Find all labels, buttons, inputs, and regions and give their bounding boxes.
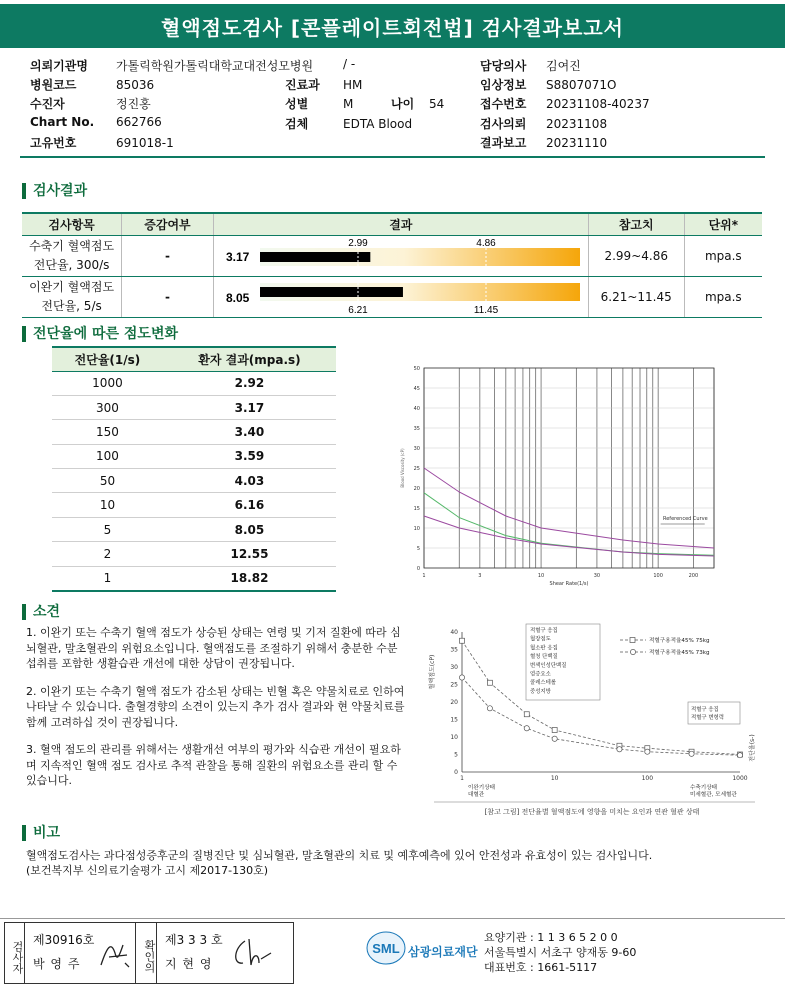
data-point xyxy=(460,638,465,643)
org-info xyxy=(484,930,636,975)
y-tick-label: 20 xyxy=(450,699,458,706)
low-label: 6.21 xyxy=(348,304,368,316)
series-line xyxy=(462,641,740,755)
confirm-label: 확인의 xyxy=(135,923,157,983)
flag: - xyxy=(122,276,214,317)
factor-label: 혈청 단백질 xyxy=(530,654,558,661)
right-axis-label: 전단율(s-) xyxy=(749,734,756,762)
data-point xyxy=(459,675,464,680)
org-code: 요양기관 : 1 1 3 6 5 2 0 0 xyxy=(484,931,618,944)
label: 병원코드 xyxy=(30,78,77,92)
value: 20231108 xyxy=(546,117,608,131)
label: 검체 xyxy=(285,117,309,131)
svg-text:SML: SML xyxy=(372,941,400,956)
label: 의뢰기관명 xyxy=(30,59,88,73)
x-tick-label: 1000 xyxy=(732,775,748,782)
value: 85036 xyxy=(116,78,155,92)
col-header: 전단율(1/s) xyxy=(52,347,163,371)
col-header: 증감여부 xyxy=(122,213,214,235)
table-row xyxy=(22,235,762,276)
unit: mpa.s xyxy=(684,276,762,317)
x-tick-label: 100 xyxy=(641,775,654,782)
result-value: 3.17 xyxy=(225,249,250,264)
y-tick-label: 0 xyxy=(416,566,420,572)
factor-label: 혈소판 응집 xyxy=(530,645,558,652)
x-tick-label: 200 xyxy=(688,573,699,579)
value: M xyxy=(343,97,354,111)
value-bar xyxy=(260,287,403,297)
value: 691018-1 xyxy=(116,136,174,150)
viscosity: 18.82 xyxy=(163,566,336,590)
label: 나이 xyxy=(391,97,415,111)
table-row xyxy=(52,469,336,493)
legend-marker xyxy=(630,638,635,643)
y-tick-label: 50 xyxy=(413,366,420,372)
value: 20231110 xyxy=(546,136,608,150)
confirm-signature xyxy=(229,935,273,971)
tester-no: 제30916호 xyxy=(33,933,95,947)
col-header: 검사항목 xyxy=(22,213,122,235)
label: 성별 xyxy=(285,97,309,111)
data-point xyxy=(737,753,742,758)
shear-table xyxy=(52,346,336,592)
ward-value: / - xyxy=(343,57,356,71)
viscosity: 3.40 xyxy=(163,420,336,444)
label: 수진자 xyxy=(30,97,65,111)
label: 담당의사 xyxy=(480,59,527,73)
comment-1: 1. 이완기 또는 수축기 혈액 점도가 상승된 상태는 연령 및 기저 질환에 따라 심뇌혈관, 말초혈관의 위험요소입니다. 혈액점도를 조절하기 위해서 충분한 수분 섭취를 포함한 생활습관 개선에 대한 상담이 권장됩니다. xyxy=(26,626,401,670)
x-axis-label: Shear Rate(1/s) xyxy=(549,581,589,587)
viscosity: 12.55 xyxy=(163,542,336,566)
col-header: 참고치 xyxy=(588,213,684,235)
series-line xyxy=(424,516,714,556)
y-tick-label: 0 xyxy=(454,769,458,776)
table-row xyxy=(52,395,336,419)
y-tick-label: 40 xyxy=(450,629,458,636)
factor-label: 적혈구 변형력 xyxy=(691,715,724,721)
ref-range: 2.99~4.86 xyxy=(588,235,684,276)
org-name: 삼광의료재단 xyxy=(408,945,478,959)
result-bar-0 xyxy=(214,236,588,276)
confirm-name: 지 현 영 xyxy=(165,957,213,971)
y-tick-label: 30 xyxy=(413,446,420,452)
data-point xyxy=(524,712,529,717)
value: S8807071O xyxy=(546,78,617,92)
table-row xyxy=(52,493,336,517)
data-point xyxy=(487,680,492,685)
viscosity: 8.05 xyxy=(163,517,336,541)
data-point xyxy=(552,736,557,741)
high-label: 11.45 xyxy=(473,304,498,316)
viscosity: 3.59 xyxy=(163,444,336,468)
data-point xyxy=(617,747,622,752)
x-tick-label: 100 xyxy=(653,573,663,579)
value: 김여진 xyxy=(546,59,581,73)
table-row xyxy=(52,566,336,590)
viscosity: 3.17 xyxy=(163,395,336,419)
legend-marker xyxy=(630,649,635,654)
y-tick-label: 5 xyxy=(416,546,420,552)
y-tick-label: 5 xyxy=(454,751,458,759)
flag: - xyxy=(122,235,214,276)
table-row xyxy=(22,276,762,317)
label: 결과보고 xyxy=(480,136,527,150)
annotation: Referenced Curve xyxy=(662,516,708,522)
value: 가톨릭학원가톨릭대학교대전성모병원 xyxy=(116,59,314,73)
data-point xyxy=(524,726,529,731)
divider xyxy=(20,156,765,158)
result-cell xyxy=(213,276,588,317)
y-tick-label: 20 xyxy=(413,486,420,492)
result-cell xyxy=(213,235,588,276)
value: EDTA Blood xyxy=(343,117,413,131)
viscosity: 4.03 xyxy=(163,469,336,493)
item-name: 수축기 혈액점도 전단율, 300/s xyxy=(22,235,122,276)
x-tick-label: 3 xyxy=(478,573,482,579)
org-phone: 대표번호 : 1661-5117 xyxy=(484,961,598,974)
y-axis-label: Blood Viscosity (cP) xyxy=(400,448,405,488)
tester-label: 검사자 xyxy=(5,923,25,983)
unit: mpa.s xyxy=(684,235,762,276)
ref-range: 6.21~11.45 xyxy=(588,276,684,317)
value: 정진홍 xyxy=(116,97,151,111)
data-point xyxy=(487,706,492,711)
factor-label: 염증요소 xyxy=(530,671,551,678)
data-point xyxy=(689,751,694,756)
table-row xyxy=(52,420,336,444)
value: HM xyxy=(343,78,363,92)
factor-label: 혈장점도 xyxy=(530,636,551,643)
results-table xyxy=(22,212,762,318)
legend-label: 적혈구용적율45% 73kg xyxy=(649,650,710,656)
remarks-text-2: (보건복지부 신의료기술평가 고시 제2017-130호) xyxy=(26,864,269,877)
x-side-label: 이완기상태 xyxy=(468,785,496,791)
value-bar xyxy=(260,252,370,262)
signature-box xyxy=(4,922,294,984)
col-header: 단위* xyxy=(684,213,762,235)
item-name: 이완기 혈액점도 전단율, 5/s xyxy=(22,276,122,317)
shear-section-title: 전단율에 따른 점도변화 xyxy=(22,326,178,342)
label: Chart No. xyxy=(30,115,95,129)
rate: 10 xyxy=(52,493,163,517)
x-side-label: 미세혈관, 모세혈관 xyxy=(690,792,737,798)
viscosity-chart xyxy=(396,362,722,587)
chart-caption: [참고 그림] 전단율별 혈액점도에 영향을 미치는 요인과 연관 혈관 상태 xyxy=(484,808,700,816)
rate: 1 xyxy=(52,566,163,590)
rate: 1000 xyxy=(52,371,163,395)
comments-section-title: 소견 xyxy=(22,604,60,620)
col-header: 환자 결과(mpa.s) xyxy=(163,347,336,371)
table-row xyxy=(52,371,336,395)
viscosity: 6.16 xyxy=(163,493,336,517)
confirm-no: 제3 3 3 호 xyxy=(165,933,223,947)
value: 20231108-40237 xyxy=(546,97,650,111)
x-tick-label: 10 xyxy=(537,573,545,579)
comment-3: 3. 혈액 점도의 관리를 위해서는 생활개선 여부의 평가와 식습관 개선이 필요하며 지속적인 혈액 점도 검사로 추적 관찰을 통해 질환의 위험요소를 관리 할 수 있습니다. xyxy=(26,743,401,787)
divider xyxy=(0,918,785,919)
y-tick-label: 40 xyxy=(413,406,420,412)
x-tick-label: 1 xyxy=(422,573,426,579)
data-point xyxy=(552,728,557,733)
label: 고유번호 xyxy=(30,136,77,150)
y-tick-label: 45 xyxy=(413,386,420,392)
rate: 50 xyxy=(52,469,163,493)
factor-label: 적혈구 응집 xyxy=(530,628,558,634)
x-side-label: 대혈관 xyxy=(468,792,485,798)
viscosity: 2.92 xyxy=(163,371,336,395)
y-tick-label: 10 xyxy=(450,734,458,741)
remarks-section-title: 비고 xyxy=(22,825,60,841)
sml-logo xyxy=(366,930,406,966)
table-row xyxy=(52,542,336,566)
y-tick-label: 35 xyxy=(450,646,458,654)
factor-label: 중성지방 xyxy=(530,688,551,695)
y-tick-label: 30 xyxy=(450,664,458,671)
x-tick-label: 10 xyxy=(550,775,559,782)
org-address: 서울특별시 서초구 양재동 9-60 xyxy=(484,946,637,959)
x-tick-label: 30 xyxy=(593,573,601,579)
x-side-label: 수축기상태 xyxy=(690,785,718,791)
result-bar-1 xyxy=(214,277,588,317)
report-title: 혈액점도검사 [콘플레이트회전법] 검사결과보고서 xyxy=(0,4,785,48)
factor-label: 콜레스테롤 xyxy=(530,680,557,687)
high-label: 4.86 xyxy=(476,237,496,249)
y-tick-label: 15 xyxy=(413,506,420,512)
remarks-body xyxy=(26,848,766,878)
factor-label: 적혈구 응집 xyxy=(691,707,719,713)
rate: 5 xyxy=(52,517,163,541)
y-tick-label: 35 xyxy=(413,426,420,432)
y-tick-label: 25 xyxy=(450,681,458,689)
legend-label: 적혈구용적율45% 75kg xyxy=(649,638,710,644)
col-header: 결과 xyxy=(213,213,588,235)
low-label: 2.99 xyxy=(348,237,368,249)
value: 54 xyxy=(429,97,445,111)
y-tick-label: 15 xyxy=(450,716,458,724)
table-row xyxy=(52,517,336,541)
results-section-title: 검사결과 xyxy=(22,183,87,199)
value: 662766 xyxy=(116,115,162,129)
comments-body xyxy=(26,625,406,801)
table-row xyxy=(52,444,336,468)
y-axis-label: 혈액점도(cP) xyxy=(429,654,436,690)
label: 검사의뢰 xyxy=(480,117,527,131)
data-point xyxy=(645,749,650,754)
y-tick-label: 25 xyxy=(413,466,420,472)
result-value: 8.05 xyxy=(225,290,250,305)
factor-label: 변색인성단백질 xyxy=(530,662,567,669)
y-tick-label: 10 xyxy=(413,526,420,532)
label: 접수번호 xyxy=(480,97,527,111)
label: 임상정보 xyxy=(480,78,527,92)
rate: 100 xyxy=(52,444,163,468)
rate: 300 xyxy=(52,395,163,419)
label: 진료과 xyxy=(285,78,320,92)
x-tick-label: 1 xyxy=(460,775,464,782)
comment-2: 2. 이완기 또는 수축기 혈액 점도가 감소된 상태는 빈혈 혹은 약물치료로 인하여 나타날 수 있습니다. 출혈경향의 소견이 있는지 추가 검사 결과와 현 약물치료를 함께 고려하십 것이 권장됩니다. xyxy=(26,684,405,729)
rate: 2 xyxy=(52,542,163,566)
reference-chart xyxy=(420,622,765,822)
tester-name: 박 영 주 xyxy=(33,957,81,971)
rate: 150 xyxy=(52,420,163,444)
tester-signature xyxy=(97,937,133,971)
remarks-text-1: 혈액점도검사는 과다점성증후군의 질병진단 및 심뇌혈관, 말초혈관의 치료 및 예후예측에 있어 안전성과 유효성이 있는 검사입니다. xyxy=(26,849,653,862)
